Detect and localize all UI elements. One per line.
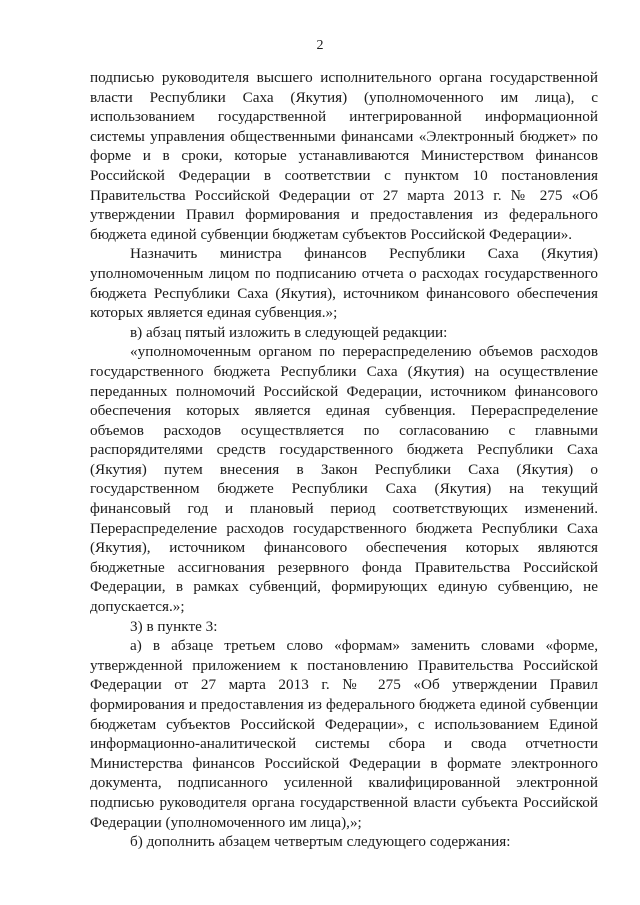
paragraph-item-a: а) в абзаце третьем слово «формам» заменить словами «форме, утвержденной приложением к постановлению Правительства Российской Федерации от 27 марта 2013 г. № 275 «Об утверждении Правил формирования и предоставления из федерального бюджета единой субвенции бюджетам субъектов Российской Федерации», с использованием Единой информационно-аналитической системы сбора и свода отчетности Министерства финансов Российской Федерации в формате электронного документа, подписанного усиленной квалифицированной электронной подписью руководителя органа государственной власти субъекта Российской Федерации (уполномоченного им лица),»;	[90, 637, 598, 831]
page-number: 2	[316, 38, 324, 53]
document-body	[90, 68, 598, 852]
paragraph-item-v: в) абзац пятый изложить в следующей редакции:	[130, 323, 448, 341]
paragraph-authorized-body: «уполномоченным органом по перераспределению объемов расходов государственного бюджета Республики Саха (Якутия) на осуществление переданных полномочий Российской Федерации, источником финансового обеспечения которых является единая субвенция. Перераспределение объемов расходов осуществляется по согласованию с главными распорядителями средств государственного бюджета Республики Саха (Якутия) путем внесения в Закон Республики Саха (Якутия) о государственном бюджете Республики Саха (Якутия) на текущий финансовый год и плановый период соответствующих изменений. Перераспределение расходов государственного бюджета Республики Саха (Якутия), источником финансового обеспечения которых являются бюджетные ассигнования резервного фонда Правительства Российской Федерации, в рамках субвенций, формирующих единую субвенцию, не допускается.»;	[90, 343, 598, 616]
paragraph-point-3: 3) в пункте 3:	[130, 617, 218, 635]
paragraph-continuation: подписью руководителя высшего исполнительного органа государственной власти Республики Саха (Якутия) (уполномоченного им лица), с использованием государственной интегрированной информационной системы управления общественными финансами «Электронный бюджет» по форме и в сроки, которые устанавливаются Министерством финансов Российской Федерации в соответствии с пунктом 10 постановления Правительства Российской Федерации от 27 марта 2013 г. № 275 «Об утверждении Правил формирования и предоставления из федерального бюджета единой субвенции бюджетам субъектов Российской Федерации».	[90, 69, 598, 243]
paragraph-appoint-minister: Назначить министра финансов Республики Саха (Якутия) уполномоченным лицом по подписанию отчета о расходах государственного бюджета Республики Саха (Якутия), источником финансового обеспечения которых является единая субвенция.»;	[90, 245, 598, 322]
paragraph-item-b: б) дополнить абзацем четвертым следующего содержания:	[130, 833, 511, 851]
